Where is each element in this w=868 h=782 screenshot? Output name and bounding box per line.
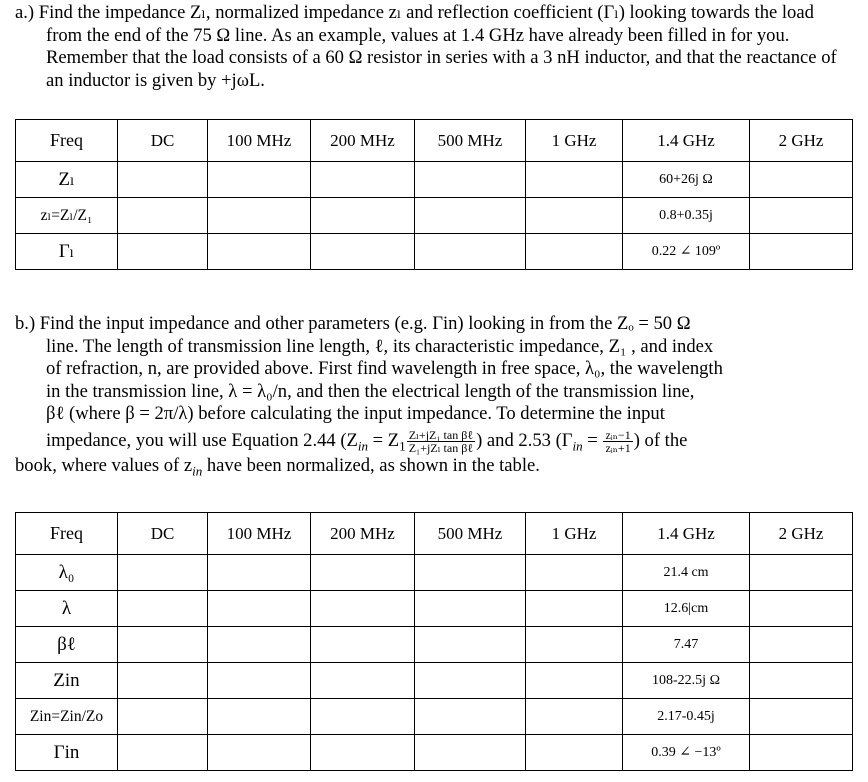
table-row xyxy=(16,555,853,591)
column-header: 2 GHz xyxy=(750,513,853,555)
column-header: 100 MHz xyxy=(208,513,311,555)
part-b-line-2: line. The length of transmission line length, ℓ, its characteristic impedance, Z₁ , and index xyxy=(46,335,714,357)
table-cell xyxy=(208,591,311,627)
table-cell xyxy=(750,591,853,627)
table-cell: 60+26j Ω xyxy=(623,162,750,198)
line6-h: ) of the xyxy=(633,429,688,451)
table-cell xyxy=(526,591,623,627)
table-cell xyxy=(208,735,311,771)
table-cell xyxy=(311,699,415,735)
table-cell xyxy=(311,198,415,234)
table-cell xyxy=(526,234,623,270)
table-row xyxy=(16,198,853,234)
table-cell xyxy=(415,234,526,270)
table-cell xyxy=(118,555,208,591)
column-header: 200 MHz xyxy=(311,513,415,555)
table-cell xyxy=(415,627,526,663)
part-b-line-6 xyxy=(15,426,850,455)
table-cell xyxy=(750,234,853,270)
table-cell xyxy=(118,699,208,735)
table-cell xyxy=(750,162,853,198)
table-cell: 21.4 cm xyxy=(623,555,750,591)
table-cell xyxy=(526,555,623,591)
part-b-line-5: βℓ (where β = 2π/λ) before calculating the input impedance. To determine the input xyxy=(46,403,665,424)
eq1-denominator: Z₁+jZₗ tan βℓ xyxy=(408,440,474,455)
column-header: 200 MHz xyxy=(311,120,415,162)
table-cell xyxy=(118,663,208,699)
table-cell xyxy=(750,198,853,234)
line6-f: in xyxy=(572,438,583,454)
table-row xyxy=(16,591,853,627)
column-header: 1.4 GHz xyxy=(623,120,750,162)
table-cell xyxy=(415,198,526,234)
table-cell xyxy=(208,162,311,198)
eq2-denominator: zᵢₙ+1 xyxy=(605,440,631,455)
table-cell xyxy=(118,591,208,627)
line7-b: in xyxy=(192,463,203,479)
table-cell xyxy=(750,699,853,735)
column-header: 500 MHz xyxy=(415,513,526,555)
table-a xyxy=(15,119,853,270)
table-cell: 2.17-0.45j xyxy=(623,699,750,735)
table-cell xyxy=(415,591,526,627)
eq1-numerator: Zₗ+jZ₁ tan βℓ xyxy=(408,427,474,442)
part-a-paragraph: a.) Find the impedance Zₗ, normalized impedance zₗ and reflection coefficient (Γₗ) looking towards the load from the end of the 75 Ω line. As an example, values at 1.4 GHz have already been filled in for you. Remember that the load consists of a 60 Ω resistor in series with a 3 nH inductor, and that the reactance of an inductor is given by +jωL. xyxy=(15,2,837,91)
column-header: 1 GHz xyxy=(526,513,623,555)
line7-a: book, where values of z xyxy=(15,454,193,476)
table-cell xyxy=(750,735,853,771)
column-header: DC xyxy=(118,513,208,555)
line7-c: have been normalized, as shown in the table. xyxy=(202,454,540,476)
table-cell: 7.47 xyxy=(623,627,750,663)
row-label: λ xyxy=(16,591,118,627)
table-cell xyxy=(118,234,208,270)
column-header: 1 GHz xyxy=(526,120,623,162)
table-cell xyxy=(208,198,311,234)
table-cell xyxy=(208,234,311,270)
part-a-text xyxy=(15,2,850,92)
table-cell xyxy=(118,198,208,234)
equation-2-44-fraction xyxy=(407,429,475,454)
table-cell xyxy=(526,735,623,771)
column-header: Freq xyxy=(16,513,118,555)
table-cell xyxy=(526,663,623,699)
equation-2-53-fraction xyxy=(603,429,632,454)
column-header: 500 MHz xyxy=(415,120,526,162)
table-cell xyxy=(118,627,208,663)
table-cell xyxy=(750,663,853,699)
table-cell xyxy=(311,591,415,627)
table-cell xyxy=(526,699,623,735)
table-cell xyxy=(208,663,311,699)
eq2-numerator: zᵢₙ−1 xyxy=(605,427,631,442)
line6-d: 1 xyxy=(399,438,406,454)
table-cell xyxy=(311,162,415,198)
line6-c: = Z xyxy=(368,429,400,451)
part-b-line-4: in the transmission line, λ = λ₀/n, and then the electrical length of the transmission line, xyxy=(46,380,695,402)
table-cell xyxy=(415,735,526,771)
table-row xyxy=(16,627,853,663)
line6-e: ) and 2.53 (Γ xyxy=(476,429,573,451)
table-row xyxy=(16,162,853,198)
table-cell xyxy=(311,555,415,591)
line6-b: in xyxy=(357,438,369,454)
table-row xyxy=(16,663,853,699)
table-cell: 108-22.5j Ω xyxy=(623,663,750,699)
row-label: λ₀ xyxy=(16,555,118,591)
row-label: zₗ=Zₗ/Z₁ xyxy=(16,198,118,234)
table-cell xyxy=(526,162,623,198)
table-cell xyxy=(415,699,526,735)
table-cell xyxy=(118,735,208,771)
table-cell xyxy=(526,627,623,663)
table-cell xyxy=(118,162,208,198)
table-b xyxy=(15,512,853,771)
line6-g: = xyxy=(582,429,603,451)
row-label: Γin xyxy=(16,735,118,771)
table-cell xyxy=(750,627,853,663)
table-row xyxy=(16,699,853,735)
table-cell xyxy=(750,555,853,591)
table-cell xyxy=(415,555,526,591)
row-label: Zₗ xyxy=(16,162,118,198)
table-cell xyxy=(208,555,311,591)
table-cell xyxy=(311,735,415,771)
column-header: 1.4 GHz xyxy=(623,513,750,555)
row-label: Γₗ xyxy=(16,234,118,270)
part-b-line-7 xyxy=(15,455,850,483)
table-cell xyxy=(311,663,415,699)
table-row xyxy=(16,735,853,771)
column-header: DC xyxy=(118,120,208,162)
row-label: Zin xyxy=(16,663,118,699)
row-label: Zin=Zin/Zo xyxy=(16,699,118,735)
part-b-line-3: of refraction, n, are provided above. First find wavelength in free space, λ₀, the wavelength xyxy=(46,358,723,379)
part-b-text xyxy=(15,313,850,483)
table-cell xyxy=(208,627,311,663)
column-header: Freq xyxy=(16,120,118,162)
table-cell xyxy=(311,234,415,270)
table-cell xyxy=(208,699,311,735)
column-header: 2 GHz xyxy=(750,120,853,162)
table-row xyxy=(16,234,853,270)
table-cell xyxy=(526,198,623,234)
table-cell xyxy=(415,162,526,198)
part-b-line-1: b.) Find the input impedance and other parameters (e.g. Γin) looking in from the Zₒ = 50 Ω xyxy=(15,313,691,334)
table-cell xyxy=(415,663,526,699)
table-cell: 12.6|cm xyxy=(623,591,750,627)
table-cell: 0.39 ∠ −13º xyxy=(623,735,750,771)
column-header: 100 MHz xyxy=(208,120,311,162)
table-cell: 0.22 ∠ 109º xyxy=(623,234,750,270)
table-cell xyxy=(311,627,415,663)
line6-a: impedance, you will use Equation 2.44 (Z xyxy=(46,429,358,451)
row-label: βℓ xyxy=(16,627,118,663)
table-cell: 0.8+0.35j xyxy=(623,198,750,234)
